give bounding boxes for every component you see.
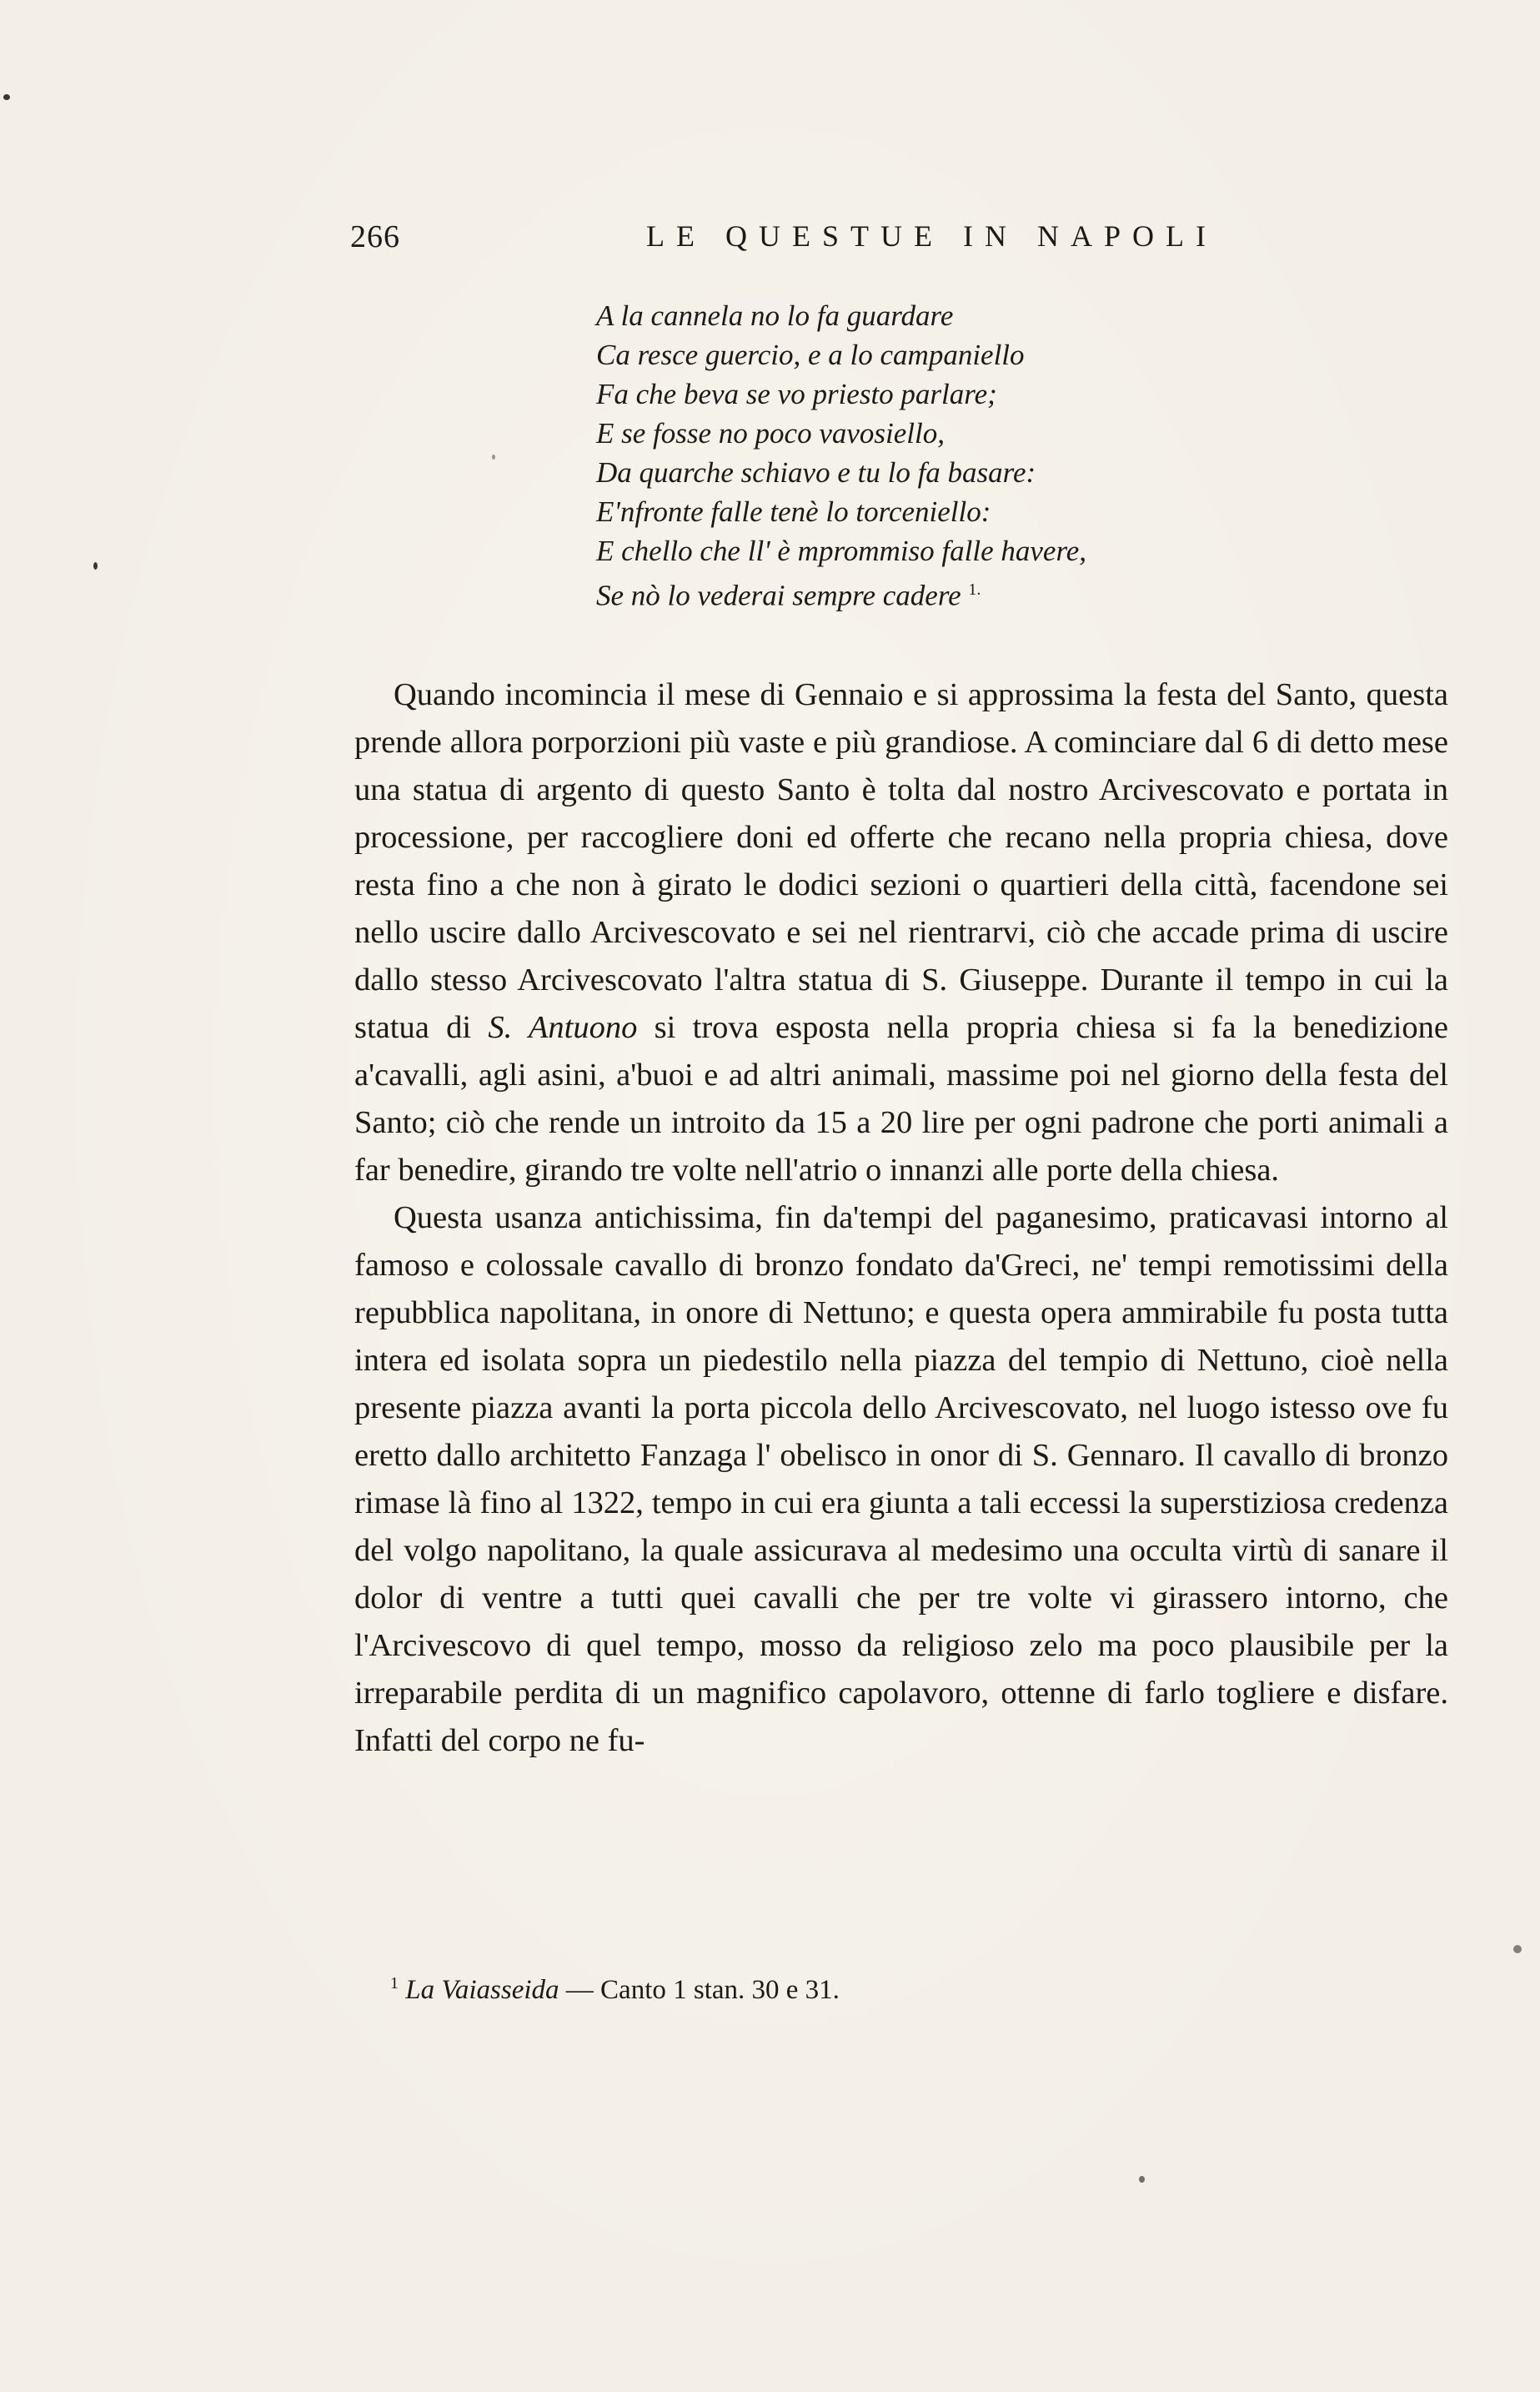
page-header <box>350 219 1434 260</box>
footnote-reference: 1. <box>968 580 981 599</box>
verse-line-last <box>596 570 1347 616</box>
verse-line: Da quarche schiavo e tu lo fa basare: <box>596 456 1036 489</box>
ink-speck <box>3 94 10 100</box>
body-text <box>354 671 1448 1765</box>
page-number: 266 <box>350 219 400 254</box>
footnote-work-title: La Vaiasseida <box>405 1975 559 2005</box>
footnote <box>390 1965 1391 2008</box>
verse-line-text: Se nò lo vederai sempre cadere <box>596 579 961 612</box>
footnote-mark: 1 <box>390 1974 399 1992</box>
ink-speck <box>1513 1945 1522 1953</box>
ink-speck <box>492 455 495 460</box>
paragraph-1-tail: si trova esposta nella propria chiesa si fa la benedizione a'cavalli, agli asini, a'buoi e ad altri animali, massime poi nel giorno della festa del Santo; ciò che rende un introito da 15 a 20 lire per ogni padrone che porti animali a far benedire, girando tre volte nell'atrio o innanzi alle porte della chiesa. <box>354 1010 1449 1188</box>
saint-name: S. Antuono <box>488 1010 638 1045</box>
ink-speck <box>1139 2176 1145 2183</box>
verse-line: Ca resce guercio, e a lo campaniello <box>596 339 1025 371</box>
running-title: LE QUESTUE IN NAPOLI <box>646 219 1217 253</box>
verse-line: Fa che beva se vo priesto parlare; <box>596 378 997 410</box>
verse-line: E se fosse no poco vavosiello, <box>596 417 945 450</box>
verse-line: E chello che ll' è mprommiso falle havere, <box>596 535 1087 567</box>
ink-speck <box>93 562 98 570</box>
verse-quotation <box>596 296 1347 616</box>
verse-line: E'nfronte falle tenè lo torceniello: <box>596 495 991 528</box>
verse-line: A la cannela no lo fa guardare <box>596 299 954 332</box>
paragraph-1 <box>354 671 1448 1194</box>
footnote-citation: — Canto 1 stan. 30 e 31. <box>565 1975 840 2005</box>
paragraph-2: Questa usanza antichissima, fin da'tempi del paganesimo, praticavasi intorno al famoso e colossale cavallo di bronzo fondato da'Greci, ne' tempi remotissimi della repubblica napolitana, in onore di Nettuno; e questa opera ammirabile fu posta tutta intera ed isolata sopra un piedestilo nella piazza del tempio di Nettuno, cioè nella presente piazza avanti la porta piccola dello Arcivescovato, nel luogo istesso ove fu eretto dallo architetto Fanzaga l' obelisco in onor di S. Gennaro. Il cavallo di bronzo rimase là fino al 1322, tempo in cui era giunta a tali eccessi la superstiziosa credenza del volgo napolitano, la quale assicurava al medesimo una occulta virtù di sanare il dolor di ventre a tutti quei cavalli che per tre volte vi girassero intorno, che l'Arcivescovo di quel tempo, mosso da religioso zelo ma poco plausibile per la irreparabile perdita di un magnifico capolavoro, ottenne di farlo togliere e disfare. Infatti del corpo ne fu- <box>354 1200 1448 1758</box>
paragraph-1-lead: Quando incomincia il mese di Gennaio e si approssima la festa del Santo, questa prende allora porporzioni più vaste e più grandiose. A cominciare dal 6 di detto mese una statua di argento di questo Santo è tolta dal nostro Arcivescovato e portata in processione, per raccogliere doni ed offerte che recano nella propria chiesa, dove resta fino a che non à girato le dodici sezioni o quartieri della città, facendone sei nello uscire dallo Arcivescovato e sei nel rientrarvi, ciò che accade prima di uscire dallo stesso Arcivescovato l'altra statua di S. Giuseppe. Durante il tempo in cui la statua di <box>354 677 1448 1045</box>
